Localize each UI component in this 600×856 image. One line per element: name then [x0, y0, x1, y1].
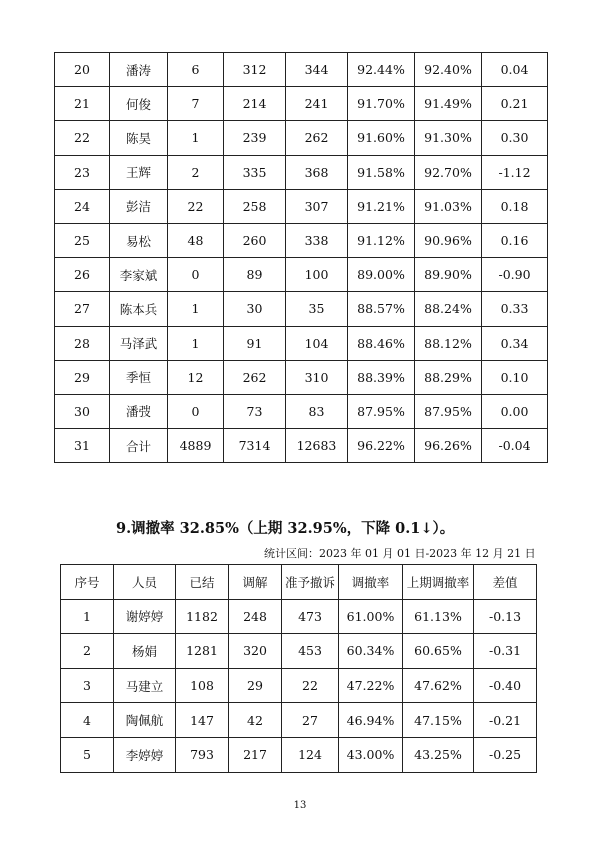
table-cell: 320 [229, 634, 282, 669]
table-cell: 李婷婷 [114, 737, 176, 772]
table-cell: 248 [229, 599, 282, 634]
table-cell: 25 [55, 223, 110, 257]
table-cell: 27 [282, 703, 339, 738]
table-cell: 季恒 [110, 360, 168, 394]
header-closed: 已结 [176, 565, 229, 600]
page-number: 13 [293, 800, 307, 811]
table-row [55, 258, 548, 292]
table-row [55, 87, 548, 121]
header-mediation: 调解 [229, 565, 282, 600]
table-cell: 2 [168, 155, 224, 189]
table-cell: 20 [55, 53, 110, 87]
table-cell: 61.00% [339, 599, 403, 634]
table-cell: 12 [168, 360, 224, 394]
table-cell: 91.30% [415, 121, 482, 155]
table-cell: 88.12% [415, 326, 482, 360]
table-cell: 453 [282, 634, 339, 669]
table-cell: 262 [224, 360, 286, 394]
table-row [55, 53, 548, 87]
table-cell: 48 [168, 223, 224, 257]
table-row [61, 634, 537, 669]
table-cell: 29 [55, 360, 110, 394]
table-cell: 0.18 [482, 189, 548, 223]
table-cell: 陈昊 [110, 121, 168, 155]
table-cell: 30 [55, 394, 110, 428]
table-cell: 6 [168, 53, 224, 87]
table-cell: 473 [282, 599, 339, 634]
table-cell: 61.13% [403, 599, 474, 634]
table-header-row [61, 565, 537, 600]
table-cell: 42 [229, 703, 282, 738]
table-cell: 60.34% [339, 634, 403, 669]
table-cell: 92.40% [415, 53, 482, 87]
table-cell: 91.21% [348, 189, 415, 223]
table-cell: 96.26% [415, 429, 482, 463]
table-row [61, 599, 537, 634]
table-row [55, 121, 548, 155]
table-cell: 22 [168, 189, 224, 223]
table-cell: 31 [55, 429, 110, 463]
table-cell: 5 [61, 737, 114, 772]
table-cell: 1 [61, 599, 114, 634]
table-cell: 43.25% [403, 737, 474, 772]
table-cell: -0.31 [474, 634, 537, 669]
table-row [55, 429, 548, 463]
table-cell: 0.30 [482, 121, 548, 155]
table-row [55, 223, 548, 257]
table-cell: 30 [224, 292, 286, 326]
table-cell: 91.60% [348, 121, 415, 155]
header-rate: 调撤率 [339, 565, 403, 600]
table-cell: 潘涛 [110, 53, 168, 87]
table-cell: 92.70% [415, 155, 482, 189]
table-row [55, 394, 548, 428]
table-row [61, 668, 537, 703]
header-withdrawal: 准予撤诉 [282, 565, 339, 600]
table-cell: 87.95% [348, 394, 415, 428]
table-cell: 89.00% [348, 258, 415, 292]
table-cell: 0 [168, 258, 224, 292]
table-cell: 易松 [110, 223, 168, 257]
table-cell: 91.03% [415, 189, 482, 223]
table-cell: 22 [282, 668, 339, 703]
table-cell: 0.33 [482, 292, 548, 326]
table-cell: 27 [55, 292, 110, 326]
table-cell: 7314 [224, 429, 286, 463]
table-cell: 王辉 [110, 155, 168, 189]
table-cell: 91.12% [348, 223, 415, 257]
table-cell: 李家斌 [110, 258, 168, 292]
table-cell: -1.12 [482, 155, 548, 189]
table-cell: 26 [55, 258, 110, 292]
table-cell: 陈本兵 [110, 292, 168, 326]
table-cell: 100 [286, 258, 348, 292]
table-cell: 马泽武 [110, 326, 168, 360]
table-cell: 60.65% [403, 634, 474, 669]
table-cell: 88.29% [415, 360, 482, 394]
table-cell: 潘弢 [110, 394, 168, 428]
table-cell: 杨娟 [114, 634, 176, 669]
table-cell: 22 [55, 121, 110, 155]
table-cell: 2 [61, 634, 114, 669]
table-cell: 23 [55, 155, 110, 189]
table-cell: 3 [61, 668, 114, 703]
table-cell: 368 [286, 155, 348, 189]
table-cell: 12683 [286, 429, 348, 463]
table-cell: 90.96% [415, 223, 482, 257]
table-cell: 344 [286, 53, 348, 87]
table-cell: 310 [286, 360, 348, 394]
table-cell: 260 [224, 223, 286, 257]
table-cell: 91.58% [348, 155, 415, 189]
table-row [61, 703, 537, 738]
table-cell: 1 [168, 326, 224, 360]
table-cell: 28 [55, 326, 110, 360]
table-cell: 262 [286, 121, 348, 155]
table-cell: 7 [168, 87, 224, 121]
header-diff: 差值 [474, 565, 537, 600]
table-cell: 793 [176, 737, 229, 772]
table-cell: 104 [286, 326, 348, 360]
table-cell: 1281 [176, 634, 229, 669]
table-cell: 217 [229, 737, 282, 772]
table-cell: 4 [61, 703, 114, 738]
table-cell: 1 [168, 121, 224, 155]
table-cell: 何俊 [110, 87, 168, 121]
table-cell: 0.10 [482, 360, 548, 394]
table-cell: 335 [224, 155, 286, 189]
table-cell: 73 [224, 394, 286, 428]
ranking-table-continued [54, 52, 548, 463]
table-cell: 96.22% [348, 429, 415, 463]
table-cell: 4889 [168, 429, 224, 463]
table-cell: 陶佩航 [114, 703, 176, 738]
table-cell: 89.90% [415, 258, 482, 292]
table-cell: 91 [224, 326, 286, 360]
table-cell: 马建立 [114, 668, 176, 703]
table-cell: 91.70% [348, 87, 415, 121]
table-cell: 0 [168, 394, 224, 428]
ranking-table-body [55, 53, 548, 463]
header-person: 人员 [114, 565, 176, 600]
table-cell: 241 [286, 87, 348, 121]
table-cell: 1 [168, 292, 224, 326]
stats-range: 统计区间：2023 年 01 月 01 日-2023 年 12 月 21 日 [264, 547, 536, 560]
table-cell: 239 [224, 121, 286, 155]
table-cell: 92.44% [348, 53, 415, 87]
table-cell: 21 [55, 87, 110, 121]
table-cell: 258 [224, 189, 286, 223]
table-cell: -0.40 [474, 668, 537, 703]
table-row [55, 155, 548, 189]
table-cell: 338 [286, 223, 348, 257]
table-row [61, 737, 537, 772]
table-cell: -0.90 [482, 258, 548, 292]
table-cell: 谢婷婷 [114, 599, 176, 634]
table-cell: 46.94% [339, 703, 403, 738]
mediation-table-body [61, 599, 537, 772]
table-cell: 89 [224, 258, 286, 292]
table-cell: 47.15% [403, 703, 474, 738]
table-cell: 35 [286, 292, 348, 326]
table-cell: 147 [176, 703, 229, 738]
table-cell: 0.34 [482, 326, 548, 360]
table-cell: 43.00% [339, 737, 403, 772]
table-cell: 88.24% [415, 292, 482, 326]
table-cell: 88.57% [348, 292, 415, 326]
table-row [55, 360, 548, 394]
header-index: 序号 [61, 565, 114, 600]
table-cell: -0.13 [474, 599, 537, 634]
table-cell: 91.49% [415, 87, 482, 121]
section-heading: 9.调撤率 32.85%（上期 32.95%，下降 0.1↓）。 [116, 520, 455, 537]
table-cell: 0.21 [482, 87, 548, 121]
table-cell: 83 [286, 394, 348, 428]
table-row [55, 292, 548, 326]
table-cell: 47.22% [339, 668, 403, 703]
table-cell: 合计 [110, 429, 168, 463]
table-cell: 0.04 [482, 53, 548, 87]
table-cell: 87.95% [415, 394, 482, 428]
mediation-withdrawal-rate-table [60, 564, 537, 773]
table-cell: 307 [286, 189, 348, 223]
table-cell: 214 [224, 87, 286, 121]
table-cell: 88.39% [348, 360, 415, 394]
table-cell: 312 [224, 53, 286, 87]
table-cell: 88.46% [348, 326, 415, 360]
table-cell: 47.62% [403, 668, 474, 703]
table-cell: 1182 [176, 599, 229, 634]
table-row [55, 189, 548, 223]
table-cell: 108 [176, 668, 229, 703]
table-cell: 124 [282, 737, 339, 772]
table-cell: -0.21 [474, 703, 537, 738]
table-cell: -0.25 [474, 737, 537, 772]
table-cell: -0.04 [482, 429, 548, 463]
table-cell: 彭洁 [110, 189, 168, 223]
table-cell: 0.16 [482, 223, 548, 257]
table-row [55, 326, 548, 360]
header-prev-rate: 上期调撤率 [403, 565, 474, 600]
table-cell: 24 [55, 189, 110, 223]
table-cell: 29 [229, 668, 282, 703]
table-cell: 0.00 [482, 394, 548, 428]
